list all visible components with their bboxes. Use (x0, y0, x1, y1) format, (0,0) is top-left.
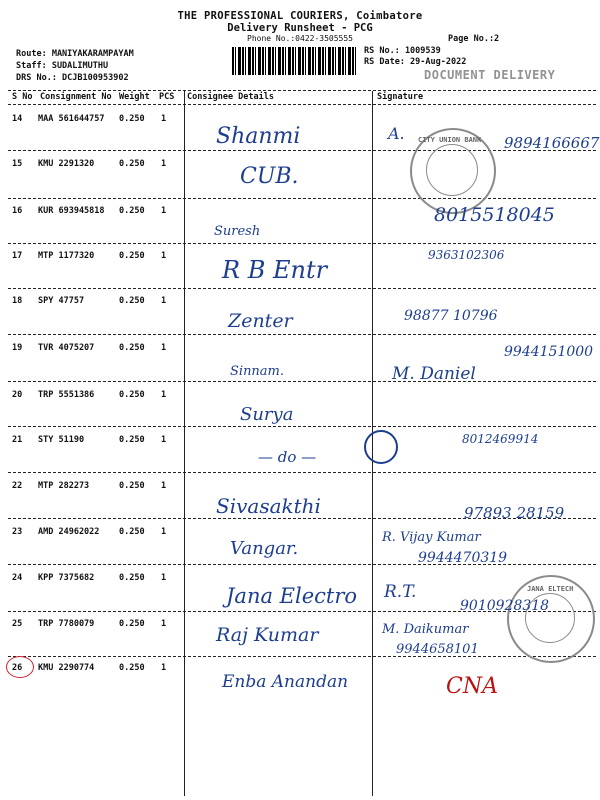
handwritten-consignee: CUB. (240, 164, 299, 189)
handwritten-consignee: Sinnam. (230, 364, 285, 379)
rs-number: RS No.: 1009539 (364, 46, 441, 56)
col-consignee: Consignee Details (187, 92, 274, 102)
sno: 26 (12, 663, 23, 673)
col-signature: Signature (377, 92, 424, 102)
col-pcs: PCS (159, 92, 175, 102)
handwritten-consignee: Sivasakthi (216, 494, 321, 518)
consignment-no: TRP 7780079 (38, 619, 95, 629)
consignment-no: KMU 2290774 (38, 663, 95, 673)
row-divider (8, 334, 596, 335)
seal-label: CITY UNION BANK (418, 136, 482, 144)
handwritten-phone: 98877 10796 (404, 308, 498, 324)
handwritten-phone: 9363102306 (428, 248, 505, 262)
row-divider (8, 472, 596, 473)
header-rule-top (8, 90, 596, 91)
column-divider (184, 91, 185, 796)
consignment-no: MAA 561644757 (38, 114, 105, 124)
handwritten-phone: 9944151000 (504, 344, 594, 360)
document-title: Delivery Runsheet - PCG (227, 22, 373, 34)
weight: 0.250 (119, 251, 145, 261)
weight: 0.250 (119, 343, 145, 353)
circled-signature-mark (364, 430, 398, 464)
col-weight: Weight (119, 92, 150, 102)
weight: 0.250 (119, 296, 145, 306)
consignment-no: AMD 24962022 (38, 527, 100, 537)
pcs: 1 (161, 390, 167, 400)
sno: 17 (12, 251, 23, 261)
consignment-no: MTP 1177320 (38, 251, 95, 261)
pcs: 1 (161, 343, 167, 353)
sno: 22 (12, 481, 23, 491)
weight: 0.250 (119, 573, 145, 583)
seal-inner-ring (426, 144, 478, 196)
document-delivery-stamp: DOCUMENT DELIVERY (424, 68, 556, 82)
drs-number: DRS No.: DCJB100953902 (16, 73, 129, 83)
handwritten-signature: CNA (446, 674, 498, 699)
weight: 0.250 (119, 114, 145, 124)
weight: 0.250 (119, 390, 145, 400)
handwritten-phone: 8015518045 (434, 204, 555, 226)
sno: 23 (12, 527, 23, 537)
phone-number: Phone No.:0422-3505555 (247, 34, 353, 43)
handwritten-signature: R. Vijay Kumar (382, 530, 481, 545)
handwritten-phone: 9944658101 (396, 642, 479, 657)
company-name: THE PROFESSIONAL COURIERS, Coimbatore (177, 10, 423, 22)
company-seal-stamp (507, 575, 595, 663)
sno: 16 (12, 206, 23, 216)
left-meta (16, 48, 134, 84)
row-divider (8, 426, 596, 427)
weight: 0.250 (119, 159, 145, 169)
sno: 21 (12, 435, 23, 445)
seal-label: JANA ELTECH (527, 585, 574, 593)
row-divider (8, 564, 596, 565)
bank-seal-stamp (410, 128, 496, 214)
row-divider (8, 656, 596, 657)
handwritten-phone: 9010928318 (460, 598, 550, 614)
consignment-no: TVR 4075207 (38, 343, 95, 353)
pcs: 1 (161, 435, 167, 445)
weight: 0.250 (119, 527, 145, 537)
barcode-image (232, 47, 358, 75)
rs-date: RS Date: 29-Aug-2022 (364, 57, 467, 67)
handwritten-consignee: R B Entr (222, 256, 328, 284)
staff: Staff: SUDALIMUTHU (16, 61, 109, 71)
pcs: 1 (161, 481, 167, 491)
weight: 0.250 (119, 663, 145, 673)
pcs: 1 (161, 296, 167, 306)
handwritten-signature: M. Daniel (392, 364, 476, 384)
sno: 15 (12, 159, 23, 169)
row-divider (8, 288, 596, 289)
header-rule-bottom (8, 104, 596, 105)
route: Route: MANIYAKARAMPAYAM (16, 49, 134, 59)
handwritten-signature: A. (388, 124, 405, 143)
document-header (0, 10, 600, 43)
pcs: 1 (161, 251, 167, 261)
handwritten-consignee: Vangar. (230, 538, 299, 559)
sno: 20 (12, 390, 23, 400)
handwritten-consignee: Raj Kumar (216, 624, 319, 646)
sno: 24 (12, 573, 23, 583)
handwritten-consignee: Enba Anandan (222, 672, 349, 692)
weight: 0.250 (119, 435, 145, 445)
pcs: 1 (161, 206, 167, 216)
right-meta (364, 46, 466, 68)
handwritten-signature: R.T. (384, 582, 417, 602)
pcs: 1 (161, 663, 167, 673)
page-number: Page No.:2 (448, 34, 500, 44)
pcs: 1 (161, 573, 167, 583)
sno: 14 (12, 114, 23, 124)
col-sno: S No (12, 92, 33, 102)
pcs: 1 (161, 527, 167, 537)
handwritten-consignee: Surya (240, 404, 294, 425)
pcs: 1 (161, 159, 167, 169)
weight: 0.250 (119, 481, 145, 491)
row-divider (8, 198, 596, 199)
consignment-no: KMU 2291320 (38, 159, 95, 169)
handwritten-phone: 8012469914 (462, 432, 539, 446)
consignment-no: KPP 7375682 (38, 573, 95, 583)
handwritten-signature: M. Daikumar (382, 622, 469, 637)
col-consignment: Consignment No (40, 92, 112, 102)
handwritten-consignee: Zenter (228, 310, 293, 332)
pcs: 1 (161, 114, 167, 124)
sno: 19 (12, 343, 23, 353)
consignment-no: MTP 282273 (38, 481, 90, 491)
weight: 0.250 (119, 619, 145, 629)
handwritten-consignee: Shanmi (216, 124, 301, 149)
consignment-no: SPY 47757 (38, 296, 85, 306)
weight: 0.250 (119, 206, 145, 216)
handwritten-phone: 97893 28159 (464, 504, 565, 522)
handwritten-phone: 9944470319 (418, 550, 508, 566)
consignment-no: STY 51190 (38, 435, 85, 445)
handwritten-consignee: — do — (258, 448, 317, 466)
row-divider (8, 243, 596, 244)
handwritten-phone: 9894166667 (504, 134, 600, 152)
row-divider (8, 381, 596, 382)
consignment-no: TRP 5551386 (38, 390, 95, 400)
sno: 18 (12, 296, 23, 306)
handwritten-consignee: Suresh (214, 224, 261, 239)
handwritten-consignee: Jana Electro (226, 584, 358, 608)
pcs: 1 (161, 619, 167, 629)
consignment-no: KUR 693945818 (38, 206, 105, 216)
sno: 25 (12, 619, 23, 629)
